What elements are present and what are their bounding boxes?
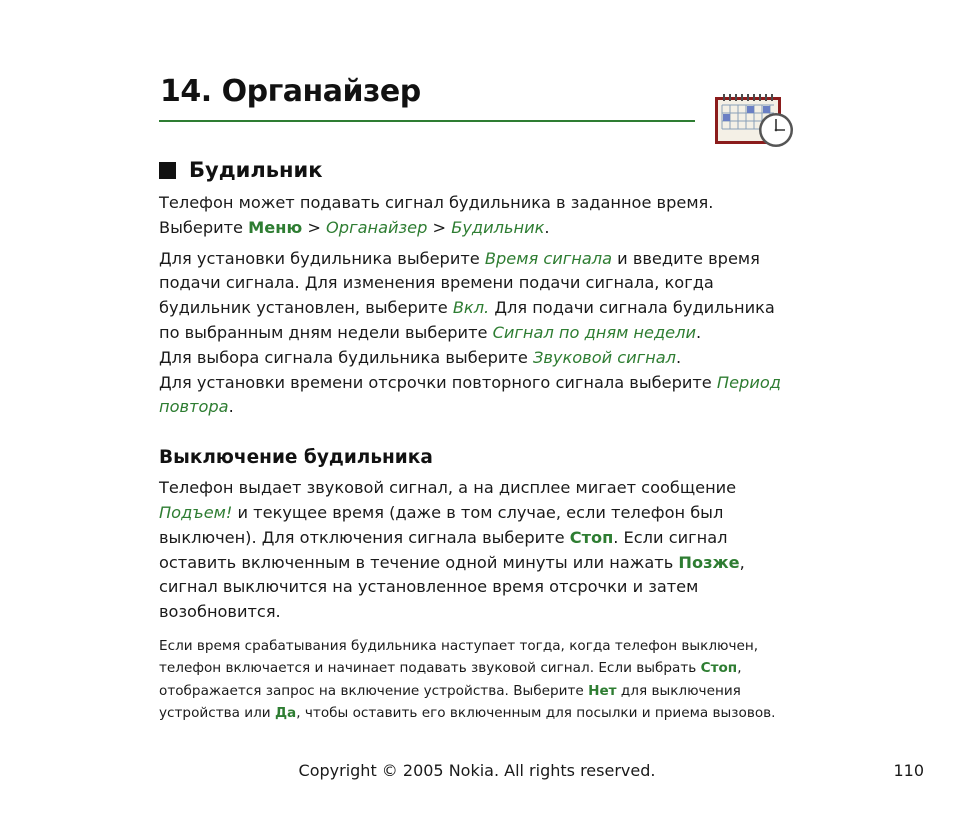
menu-key-label: Меню [248, 217, 303, 237]
phone-off-note-paragraph: Если время срабатывания будильника наступает тогда, когда телефон выключен, телефон включается и начинает подавать звуковой сигнал. Если выбрать Стоп, отображается запрос на включение устройства. Выберите Нет для выключения устройства или Да, чтобы оставить его включенным для посылки и приема вызовов. [159, 637, 776, 722]
section-square-bullet [159, 162, 176, 179]
menu-option-alarm-tone: Звуковой сигнал [532, 347, 677, 367]
key-stop-note: Стоп [700, 660, 738, 677]
section-title-alarm [159, 158, 799, 182]
menu-option-alarm-time: Время сигнала [484, 248, 613, 268]
section-title-text: Будильник [189, 158, 323, 182]
key-no: Нет [588, 682, 617, 699]
key-stop: Стоп [569, 527, 614, 547]
key-yes: Да [274, 705, 297, 722]
alarm-intro-paragraph: Телефон может подавать сигнал будильника в заданное время. Выберите Меню > Органайзер > Будильник. [159, 193, 714, 237]
alarm-settings-paragraph: Для установки будильника выберите Время сигнала и введите время подачи сигнала. Для изменения времени подачи сигнала, когда будильник установлен, выберите Вкл. Для подачи сигнала будильника по выбранным дням недели выберите Сигнал по дням недели. Для выбора сигнала будильника выберите Звуковой сигнал. Для установки времени отсрочки повторного сигнала выберите Период повтора. [159, 248, 781, 417]
message-wake-up: Подъем! [159, 502, 233, 522]
chapter-title-rule [159, 120, 695, 122]
subsection-title-stop-alarm: Выключение будильника [159, 447, 433, 469]
menu-path-organizer: Органайзер [326, 217, 428, 237]
menu-option-snooze-period: Период повтора [159, 372, 781, 417]
chapter-title: 14. Органайзер [160, 74, 421, 109]
menu-option-repeat-days: Сигнал по дням недели [492, 322, 696, 342]
footer-copyright: Copyright © 2005 Nokia. All rights reserved. [298, 761, 656, 780]
key-snooze: Позже [678, 552, 740, 572]
page-number: 110 [893, 761, 924, 780]
menu-path-alarm: Будильник [451, 217, 545, 237]
stop-alarm-paragraph: Телефон выдает звуковой сигнал, а на дисплее мигает сообщение Подъем! и текущее время (даже в том случае, если телефон был выключен). Для отключения сигнала выберите Стоп. Если сигнал оставить включенным в течение одной минуты или нажать Позже, сигнал выключится на установленное время отсрочки и затем возобновится. [159, 478, 745, 622]
menu-option-on: Вкл. [452, 298, 490, 318]
calendar-clock-icon [714, 94, 796, 150]
